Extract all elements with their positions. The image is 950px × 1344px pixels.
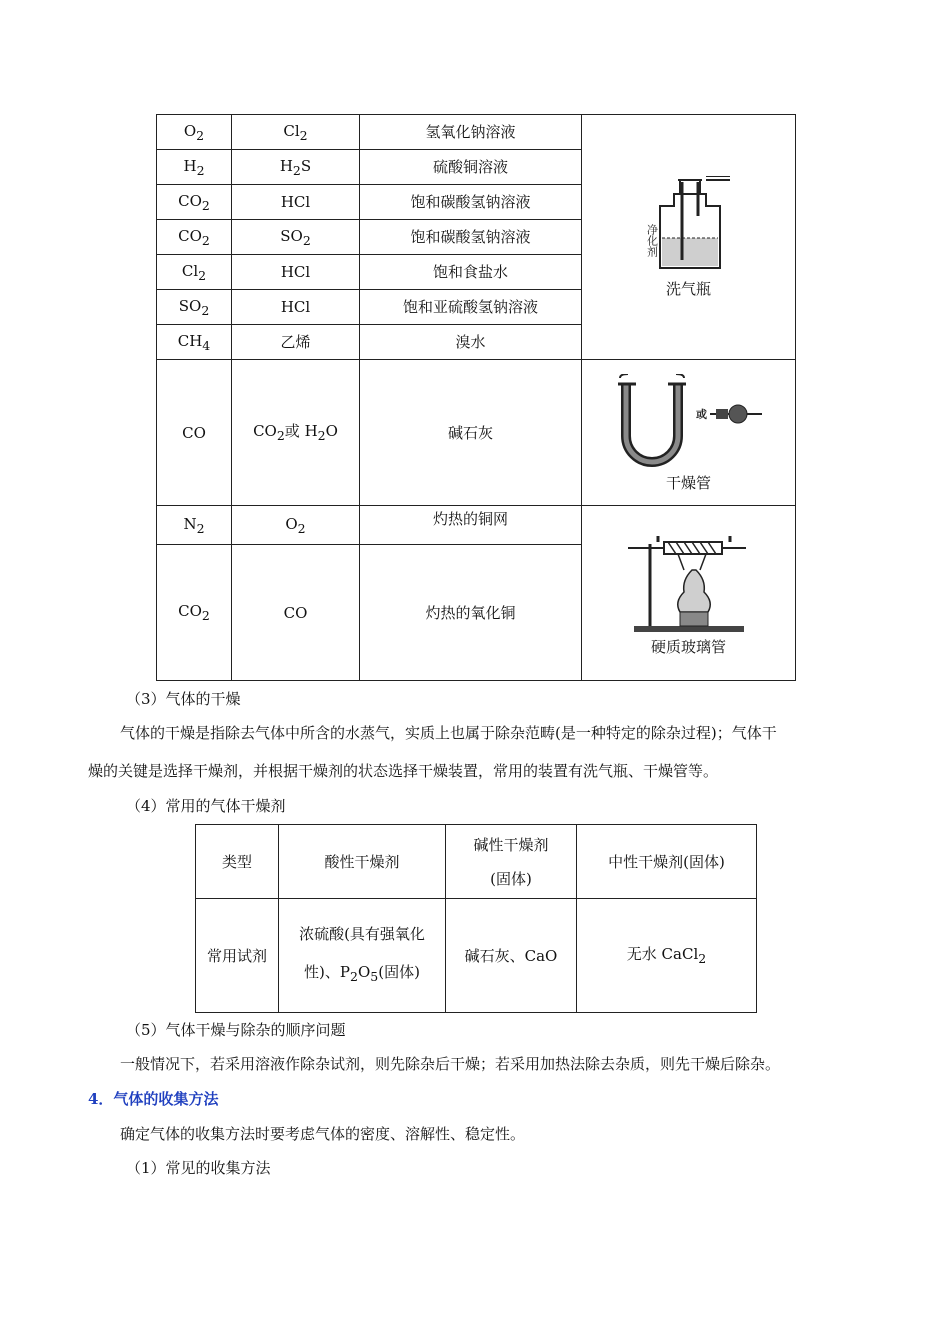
row-label: 常用试剂: [196, 899, 279, 1013]
reagent-cell: 饱和食盐水: [360, 255, 582, 290]
reagent-cell: 饱和碳酸氢钠溶液: [360, 220, 582, 255]
wash-bottle-icon: [644, 176, 734, 276]
section5-para: 一般情况下，若采用溶液作除杂试剂，则先除杂后干燥；若采用加热法除去杂质，则先干燥后除杂。: [120, 1055, 781, 1073]
gas-cell: $CO_2$: [157, 545, 232, 681]
section4-title: （4）常用的气体干燥剂: [126, 797, 286, 815]
impurity-cell: HCl: [232, 290, 360, 325]
basic-reagents: 碱石灰、CaO: [446, 899, 577, 1013]
reagent-cell: 硫酸铜溶液: [360, 150, 582, 185]
gas-cell: $CO_2$: [157, 185, 232, 220]
header-basic-line1: 碱性干燥剂: [473, 835, 549, 854]
gas-cell: $CH_4$: [157, 325, 232, 360]
acid-line2: 性)、$P_2O_5$(固体): [304, 963, 420, 984]
header-neutral: 中性干燥剂(固体): [577, 825, 757, 899]
reagent-cell: 溴水: [360, 325, 582, 360]
gas-cell: $H_2$: [157, 150, 232, 185]
gas-cell: CO: [157, 360, 232, 506]
reagent-cell: 灼热的铜网: [360, 506, 582, 545]
drying-tube-caption: 干燥管: [665, 473, 711, 492]
impurity-cell: $SO_2$: [232, 220, 360, 255]
gas-cell: $N_2$: [157, 506, 232, 545]
impurity-cell: $H_2S$: [232, 150, 360, 185]
or-label: 或: [695, 407, 707, 421]
reagent-cell: 氢氧化钠溶液: [360, 115, 582, 150]
section5-title: （5）气体干燥与除杂的顺序问题: [126, 1021, 346, 1039]
heading4-sub: （1）常见的收集方法: [126, 1159, 271, 1177]
impurity-cell: CO: [232, 545, 360, 681]
section3-title: （3）气体的干燥: [126, 690, 241, 708]
drying-tube-cell: [582, 360, 796, 506]
gas-cell: $O_2$: [157, 115, 232, 150]
impurity-cell: HCl: [232, 185, 360, 220]
section3-para-line2: 燥的关键是选择干燥剂，并根据干燥剂的状态选择干燥装置，常用的装置有洗气瓶、干燥管等。: [88, 762, 719, 780]
impurity-cell: HCl: [232, 255, 360, 290]
wash-bottle-cell: [582, 115, 796, 360]
header-acid: 酸性干燥剂: [279, 825, 446, 899]
acid-line1: 浓硫酸(具有强氧化: [299, 925, 425, 943]
bottle-label: 净化剂: [645, 224, 658, 257]
section3-para-line1: 气体的干燥是指除去气体中所含的水蒸气，实质上也属于除杂范畴(是一种特定的除杂过程)；气体干: [120, 724, 777, 742]
gas-cell: $CO_2$: [157, 220, 232, 255]
table-row: [157, 360, 796, 506]
table-row: [157, 506, 796, 545]
table-row: [157, 115, 796, 150]
reagent-cell: 饱和碳酸氢钠溶液: [360, 185, 582, 220]
heading4-para: 确定气体的收集方法时要考虑气体的密度、溶解性、稳定性。: [120, 1125, 526, 1143]
impurity-cell: $O_2$: [232, 506, 360, 545]
wash-bottle-caption: 洗气瓶: [665, 280, 711, 298]
impurity-cell: 乙烯: [232, 325, 360, 360]
impurity-cell: $CO_2$或 $H_2O$: [232, 360, 360, 506]
glass-tube-cell: [582, 506, 796, 681]
reagent-cell: 灼热的氧化铜: [360, 545, 582, 681]
glass-tube-icon: [624, 530, 754, 634]
heading4-title: 4．气体的收集方法: [88, 1090, 219, 1108]
glass-tube-caption: 硬质玻璃管: [650, 638, 726, 656]
neutral-reagents: 无水 CaCl$_2$: [577, 899, 757, 1013]
gas-cell: $SO_2$: [157, 290, 232, 325]
purification-table: [156, 114, 796, 681]
desiccant-table: [195, 824, 757, 1013]
reagent-cell: 碱石灰: [360, 360, 582, 506]
drying-tube-icon: [614, 374, 764, 470]
reagent-cell: 饱和亚硫酸氢钠溶液: [360, 290, 582, 325]
header-basic: [446, 825, 577, 899]
gas-cell: $Cl_2$: [157, 255, 232, 290]
header-basic-line2: (固体): [490, 869, 532, 888]
header-type: 类型: [196, 825, 279, 899]
acid-reagents: [279, 899, 446, 1013]
impurity-cell: $Cl_2$: [232, 115, 360, 150]
